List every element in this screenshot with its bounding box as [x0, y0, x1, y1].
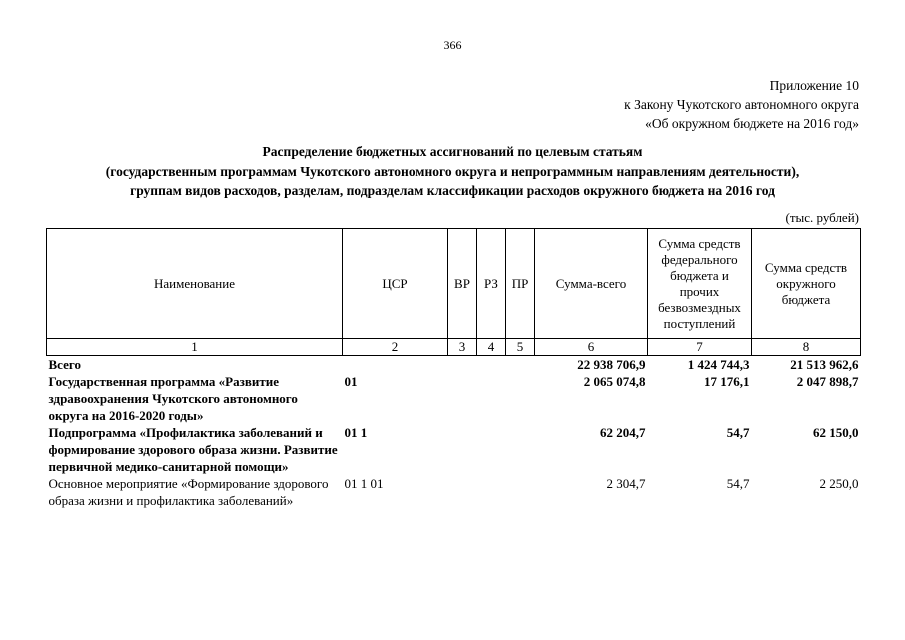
row-district: 2 250,0	[819, 476, 859, 491]
row-pr	[506, 475, 535, 509]
title-line-1: Распределение бюджетных ассигнований по целевым статьям	[262, 144, 643, 159]
column-number-row	[47, 339, 861, 356]
row-vr	[448, 356, 477, 374]
row-vr	[448, 373, 477, 424]
column-number: 4	[477, 339, 506, 356]
budget-table	[46, 228, 861, 509]
header-csr: ЦСР	[343, 229, 448, 339]
column-number: 1	[47, 339, 343, 356]
row-rz	[477, 356, 506, 374]
page-number: 366	[443, 38, 462, 52]
row-csr	[343, 356, 448, 374]
title-line-3: группам видов расходов, разделам, подразделам классификации расходов окружного бюджета на 2016 год	[130, 183, 775, 198]
row-rz	[477, 373, 506, 424]
appendix-line-3: «Об окружном бюджете на 2016 год»	[645, 116, 859, 131]
header-district: Сумма средств окружного бюджета	[752, 229, 861, 339]
table-row	[47, 475, 861, 509]
row-federal: 54,7	[726, 476, 750, 491]
row-rz	[477, 475, 506, 509]
row-name: Государственная программа «Развитие здравоохранения Чукотского автономного округа на 2016-2020 годы»	[48, 374, 298, 423]
header-rz: РЗ	[477, 229, 506, 339]
row-pr	[506, 373, 535, 424]
row-total: 2 065 074,8	[583, 374, 646, 389]
column-number: 8	[752, 339, 861, 356]
appendix-line-2: к Закону Чукотского автономного округа	[624, 97, 859, 112]
appendix-line-1: Приложение 10	[769, 78, 859, 93]
header-total: Сумма-всего	[535, 229, 648, 339]
row-total: 2 304,7	[606, 476, 646, 491]
row-federal: 1 424 744,3	[687, 357, 750, 372]
row-csr: 01 1	[344, 425, 368, 440]
row-federal: 17 176,1	[704, 374, 750, 389]
row-name: Основное мероприятие «Формирование здорового образа жизни и профилактика заболеваний»	[48, 476, 329, 508]
row-district: 62 150,0	[813, 425, 859, 440]
row-pr	[506, 424, 535, 475]
column-number: 5	[506, 339, 535, 356]
row-pr	[506, 356, 535, 374]
row-total: 22 938 706,9	[577, 357, 646, 372]
row-csr: 01 1 01	[344, 476, 384, 491]
header-pr: ПР	[506, 229, 535, 339]
column-number: 2	[343, 339, 448, 356]
row-vr	[448, 424, 477, 475]
table-row	[47, 356, 861, 374]
header-name: Наименование	[47, 229, 343, 339]
row-csr: 01	[344, 374, 358, 389]
table-row	[47, 424, 861, 475]
column-number: 7	[648, 339, 752, 356]
row-rz	[477, 424, 506, 475]
row-total: 62 204,7	[600, 425, 646, 440]
header-vr: ВР	[448, 229, 477, 339]
table-body	[47, 356, 861, 510]
unit-label: (тыс. рублей)	[785, 210, 859, 225]
header-federal: Сумма средств федерального бюджета и прочих безвозмездных поступлений	[648, 229, 752, 339]
column-number: 6	[535, 339, 648, 356]
row-district: 2 047 898,7	[796, 374, 859, 389]
title-line-2: (государственным программам Чукотского автономного округа и непрограммным направлениям деятельности),	[105, 163, 800, 179]
document-title	[30, 142, 875, 201]
table-header-row	[47, 229, 861, 339]
appendix-reference	[624, 76, 859, 133]
row-name: Подпрограмма «Профилактика заболеваний и формирование здорового образа жизни. Развитие первичной медико-санитарной помощи»	[48, 425, 338, 474]
column-number: 3	[448, 339, 477, 356]
row-name: Всего	[48, 357, 81, 372]
row-federal: 54,7	[726, 425, 750, 440]
table-row	[47, 373, 861, 424]
row-district: 21 513 962,6	[790, 357, 859, 372]
row-vr	[448, 475, 477, 509]
